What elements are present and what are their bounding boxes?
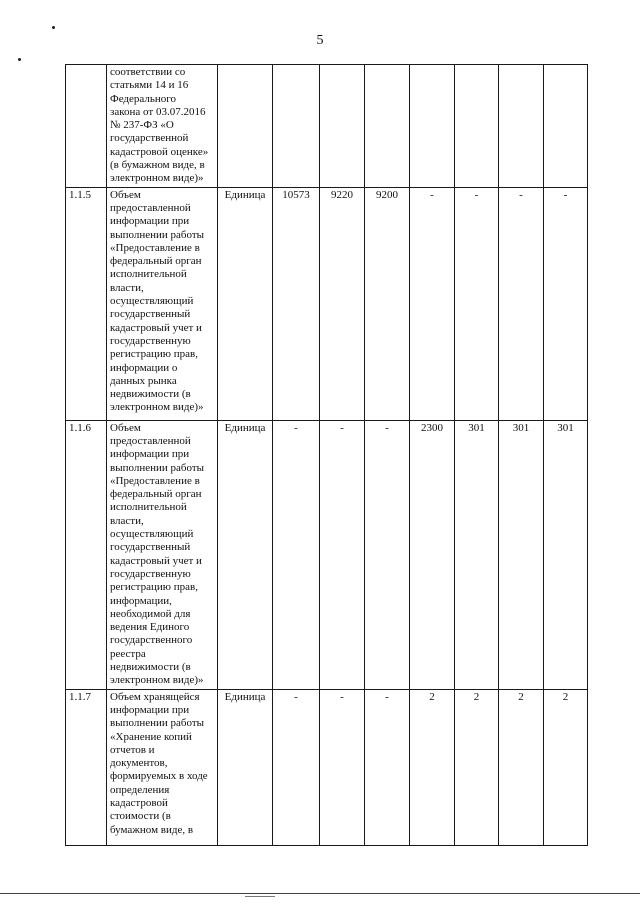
- row-unit: Единица: [218, 420, 273, 689]
- row-value-col-1: [273, 65, 320, 188]
- row-value-col-2: 9220: [320, 187, 365, 420]
- indicator-name-line: недвижимости (в: [110, 661, 191, 674]
- indicator-name-line: Федерального: [110, 92, 177, 105]
- row-value-col-6: 2: [499, 689, 544, 845]
- indicator-name-line: кадастровый учет и: [110, 321, 202, 334]
- indicator-name-line: информации,: [110, 594, 172, 607]
- indicator-name-line: электронном виде)»: [110, 401, 204, 414]
- row-value-col-5: [455, 65, 499, 188]
- indicator-name-line: (в бумажном виде, в: [110, 159, 205, 172]
- row-value-col-7: 301: [544, 420, 588, 689]
- row-value-col-6: 301: [499, 420, 544, 689]
- indicator-name-line: исполнительной: [110, 501, 187, 514]
- row-value-col-4: 2300: [410, 420, 455, 689]
- indicator-name-line: данных рынка: [110, 374, 177, 387]
- indicator-name-line: электронном виде)»: [110, 172, 204, 185]
- table-row: [66, 689, 588, 845]
- indicator-name-line: № 237-ФЗ «О: [110, 119, 174, 132]
- indicator-name-line: федеральный орган: [110, 488, 202, 501]
- indicator-name-line: государственный: [110, 308, 191, 321]
- indicator-name-line: информации при: [110, 703, 190, 716]
- indicator-name-line: бумажном виде, в: [110, 823, 194, 836]
- indicator-name-line: электронном виде)»: [110, 674, 204, 687]
- indicator-name-line: закона от 03.07.2016: [110, 105, 206, 118]
- row-code: 1.1.6: [66, 420, 107, 689]
- indicator-name-line: формируемых в ходе: [110, 770, 208, 783]
- row-value-col-3: [365, 65, 410, 188]
- indicator-name-line: осуществляющий: [110, 295, 194, 308]
- row-value-col-5: 2: [455, 689, 499, 845]
- row-code: [66, 65, 107, 188]
- indicator-name-line: отчетов и: [110, 743, 155, 756]
- indicator-name-line: Объем: [110, 188, 141, 201]
- indicator-name-line: государственного: [110, 634, 193, 647]
- indicator-name-line: выполнении работы: [110, 717, 205, 730]
- indicator-name-line: осуществляющий: [110, 528, 194, 541]
- indicator-name-line: соответствии со: [110, 66, 186, 78]
- indicator-name-line: информации о: [110, 361, 178, 374]
- indicator-name-line: власти,: [110, 514, 144, 527]
- indicator-name-line: Объем: [110, 421, 141, 434]
- indicator-name-line: кадастровой оценке»: [110, 145, 209, 158]
- row-code: 1.1.7: [66, 689, 107, 845]
- row-value-col-3: 9200: [365, 187, 410, 420]
- row-value-col-3: -: [365, 689, 410, 845]
- indicator-name-line: власти,: [110, 281, 144, 294]
- indicator-name-line: исполнительной: [110, 268, 187, 281]
- row-indicator-name: [107, 420, 218, 689]
- row-code: 1.1.5: [66, 187, 107, 420]
- indicator-name-line: статьями 14 и 16: [110, 79, 189, 92]
- indicator-name-line: федеральный орган: [110, 255, 202, 268]
- row-unit: Единица: [218, 187, 273, 420]
- indicator-name-line: необходимой для: [110, 607, 191, 620]
- indicator-name-line: реестра: [110, 647, 146, 660]
- indicator-name-line: «Предоставление в: [110, 474, 200, 487]
- table-body: [66, 65, 588, 846]
- indicator-name-line: кадастровой: [110, 797, 168, 810]
- indicator-name-line: регистрацию прав,: [110, 581, 198, 594]
- indicator-name-line: «Хранение копий: [110, 730, 192, 743]
- row-indicator-name: [107, 689, 218, 845]
- indicator-name-line: государственную: [110, 334, 191, 347]
- indicator-name-line: кадастровый учет и: [110, 554, 202, 567]
- indicator-name-line: предоставленной: [110, 201, 191, 214]
- indicator-name-line: выполнении работы: [110, 461, 205, 474]
- table-row: [66, 187, 588, 420]
- indicator-name-line: информации при: [110, 448, 190, 461]
- indicator-name-line: недвижимости (в: [110, 388, 191, 401]
- row-value-col-4: [410, 65, 455, 188]
- row-value-col-2: -: [320, 420, 365, 689]
- row-value-col-5: -: [455, 187, 499, 420]
- table-row: [66, 65, 588, 188]
- row-value-col-4: -: [410, 187, 455, 420]
- row-value-col-3: -: [365, 420, 410, 689]
- scan-speck-left: [18, 58, 21, 61]
- scan-speck-top: [52, 26, 55, 29]
- indicator-name-line: ведения Единого: [110, 621, 190, 634]
- row-value-col-1: 10573: [273, 187, 320, 420]
- indicator-name-line: регистрацию прав,: [110, 348, 198, 361]
- row-value-col-2: -: [320, 689, 365, 845]
- row-value-col-1: -: [273, 420, 320, 689]
- row-indicator-name: [107, 187, 218, 420]
- indicator-name-line: государственный: [110, 541, 191, 554]
- row-value-col-6: [499, 65, 544, 188]
- row-value-col-4: 2: [410, 689, 455, 845]
- indicator-name-line: государственной: [110, 132, 189, 145]
- indicator-name-line: информации при: [110, 215, 190, 228]
- row-unit: [218, 65, 273, 188]
- indicator-name-line: предоставленной: [110, 434, 191, 447]
- row-value-col-2: [320, 65, 365, 188]
- indicator-table: [65, 64, 588, 846]
- row-value-col-7: 2: [544, 689, 588, 845]
- page-bottom-mark: [245, 896, 275, 897]
- row-value-col-7: -: [544, 187, 588, 420]
- table-row: [66, 420, 588, 689]
- row-unit: Единица: [218, 689, 273, 845]
- row-value-col-1: -: [273, 689, 320, 845]
- indicator-name-line: государственную: [110, 567, 191, 580]
- indicator-name-line: определения: [110, 783, 170, 796]
- row-value-col-7: [544, 65, 588, 188]
- page-bottom-rule: [0, 893, 640, 894]
- row-value-col-5: 301: [455, 420, 499, 689]
- row-value-col-6: -: [499, 187, 544, 420]
- indicator-name-line: выполнении работы: [110, 228, 205, 241]
- page-number: 5: [316, 33, 324, 48]
- indicator-name-line: стоимости (в: [110, 810, 171, 823]
- indicator-name-line: документов,: [110, 757, 168, 770]
- row-indicator-name: [107, 65, 218, 188]
- indicator-name-line: «Предоставление в: [110, 241, 200, 254]
- indicator-name-line: Объем хранящейся: [110, 690, 200, 703]
